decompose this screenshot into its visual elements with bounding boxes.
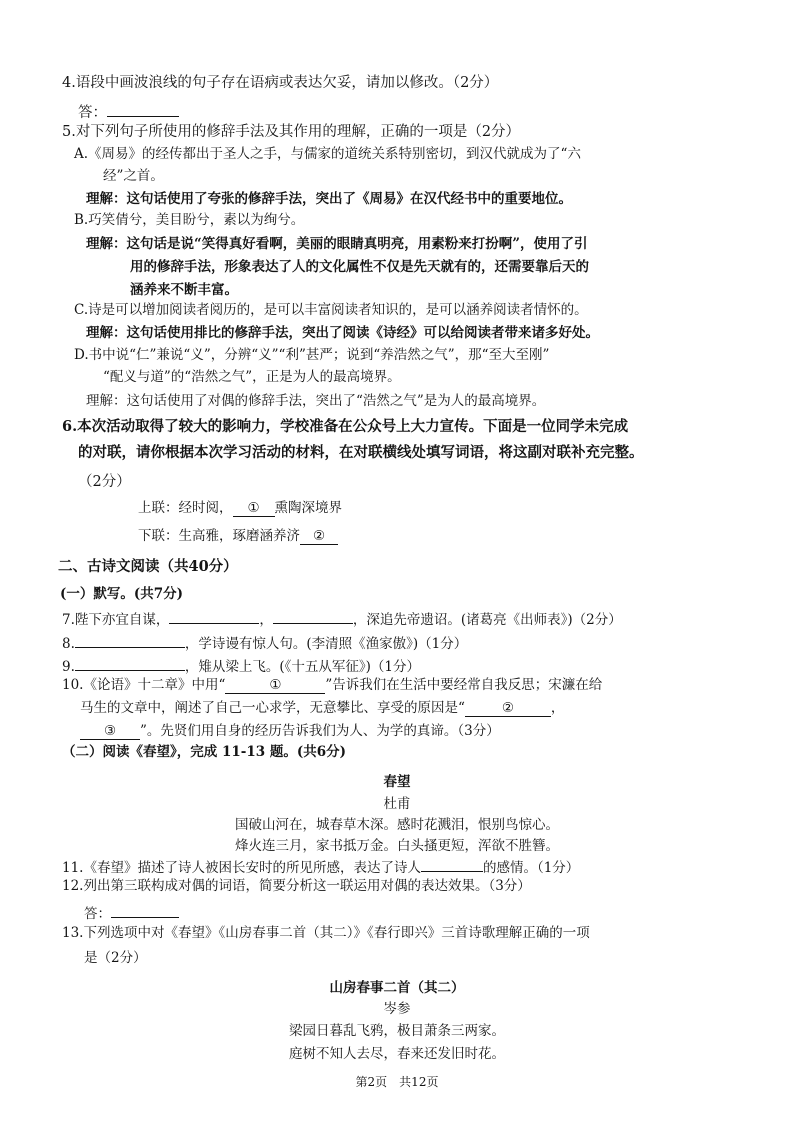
section-2-title: 二、古诗文阅读（共40分）: [58, 558, 238, 575]
q13-stem-2: 是（2分）: [84, 950, 147, 966]
q8-line: [62, 633, 467, 652]
section-2-part-1-title: (一）默写。(共7分): [60, 586, 184, 602]
q5-option-d-line2: “配义与道”的“浩然之气”，正是为人的最高境界。: [103, 369, 401, 385]
q7-line: [62, 609, 622, 628]
q6-stem-1: 6.本次活动取得了较大的影响力，学校准备在公众号上大力宣传。下面是一位同学未完成: [62, 418, 629, 435]
q5-option-c-explanation: 理解：这句话使用排比的修辞手法，突出了阅读《诗经》可以给阅读者带来诸多好处。: [86, 325, 599, 341]
q10-line-1: [62, 679, 602, 694]
poem-1-author: 杜甫: [383, 796, 411, 812]
q12-answer-label: 答：: [84, 906, 111, 922]
q5-option-b-explanation-2: 用的修辞手法，形象表达了人的文化属性不仅是先天就有的，还需要靠后天的: [130, 259, 589, 275]
q5-option-b-explanation-1: 理解：这句话是说“笑得真好看啊，美丽的眼睛真明亮，用素粉来打扮啊”，使用了引: [86, 236, 588, 252]
q12-answer-line: [84, 903, 179, 922]
q10-blank-2[interactable]: ②: [465, 702, 551, 717]
q4-answer-blank[interactable]: [107, 102, 179, 117]
q7-separator: ，: [259, 612, 273, 628]
q10-line1-suffix: ”告诉我们在生活中要经常自我反思；宋濂在给: [325, 677, 603, 693]
poem-2-title: 山房春事二首（其二）: [329, 980, 465, 996]
q10-blank-1[interactable]: ①: [225, 679, 325, 694]
q12-stem: 12.列出第三联构成对偶的词语，简要分析这一联运用对偶的表达效果。（3分）: [62, 878, 531, 894]
page-footer: 第2页 共12页: [355, 1075, 439, 1089]
q9-blank[interactable]: [75, 656, 185, 671]
q4-stem: 4.语段中画波浪线的句子存在语病或表达欠妥，请加以修改。（2分）: [62, 75, 499, 91]
q7-blank-1[interactable]: [169, 609, 259, 624]
q11-line: [62, 857, 579, 876]
q4-answer-label: 答：: [78, 105, 107, 121]
q7-tail: ，深追先帝遗诏。(诸葛亮《出师表》)（2分）: [352, 612, 622, 628]
q5-option-c-line: C.诗是可以增加阅读者阅历的，是可以丰富阅读者知识的，是可以涵养阅读者情怀的。: [74, 302, 588, 318]
q6-lower-blank[interactable]: ②: [300, 530, 338, 545]
q5-option-a-line1: A.《周易》的经传都出于圣人之手，与儒家的道统关系特别密切，到汉代就成为了“六: [74, 146, 581, 162]
q10-blank-3[interactable]: ③: [80, 725, 140, 740]
q8-tail: ，学诗谩有惊人句。(李清照《渔家傲》)（1分）: [184, 636, 468, 652]
poem-1-title: 春望: [383, 774, 411, 790]
q6-stem-2: 的对联，请你根据本次学习活动的材料，在对联横线处填写词语，将这副对联补充完整。: [78, 444, 644, 461]
q5-option-d-line1: D.书中说“仁”兼说“义”，分辨“义”“利”甚严；说到“养浩然之气”，那“至大至刚”: [74, 347, 550, 363]
q11-prefix: 11.《春望》描述了诗人被困长安时的所见所感，表达了诗人: [62, 860, 421, 876]
q6-upper-couplet: [138, 502, 342, 517]
q6-lower-couplet: [138, 530, 338, 545]
q10-line1-prefix: 10.《论语》十二章》中用“: [62, 677, 226, 693]
q8-num: 8.: [62, 636, 75, 652]
q11-suffix: 的感情。（1分）: [482, 860, 580, 876]
q5-option-a-explanation: 理解：这句话使用了夸张的修辞手法，突出了《周易》在汉代经书中的重要地位。: [86, 191, 572, 207]
q5-option-b-explanation-3: 涵养来不断丰富。: [130, 282, 238, 298]
q5-stem: 5.对下列句子所使用的修辞手法及其作用的理解，正确的一项是（2分）: [62, 124, 521, 140]
q10-line-3: [80, 725, 500, 740]
q9-tail: ，雉从梁上飞。(《十五从军征》)（1分）: [184, 659, 421, 675]
poem-2-line-1: 梁园日暮乱飞鸦，极目萧条三两家。: [289, 1023, 505, 1039]
q7-prefix: 7.陛下亦宜自谋，: [62, 612, 170, 628]
poem-2-author: 岑参: [383, 1001, 411, 1017]
q13-stem-1: 13.下列选项中对《春望》《山房春事二首（其二）》《春行即兴》三首诗歌理解正确的一项: [62, 925, 590, 941]
q10-line-2: [80, 702, 564, 717]
poem-1-line-1: 国破山河在，城春草木深。感时花溅泪，恨别鸟惊心。: [235, 817, 559, 833]
q6-score: （2分）: [78, 474, 131, 490]
q5-option-a-line2: 经”之首。: [103, 168, 164, 184]
q10-line2-prefix: 马生的文章中，阐述了自己一心求学，无意攀比、享受的原因是“: [80, 700, 465, 716]
q10-line3-suffix: ”。先贤们用自身的经历告诉我们为人、为学的真谛。（3分）: [140, 723, 500, 739]
q12-answer-blank[interactable]: [111, 903, 179, 918]
q7-blank-2[interactable]: [273, 609, 353, 624]
poem-2-line-2: 庭树不知人去尽，春来还发旧时花。: [289, 1046, 505, 1062]
q6-upper-suffix: 熏陶深境界: [274, 500, 342, 516]
q9-line: [62, 656, 420, 675]
part-2-title: （二）阅读《春望》，完成 11-13 题。(共6分): [62, 744, 346, 760]
poem-1-line-2: 烽火连三月，家书抵万金。白头搔更短，浑欲不胜簪。: [235, 838, 559, 854]
q5-option-d-explanation: 理解：这句话使用了对偶的修辞手法，突出了“浩然之气”是为人的最高境界。: [86, 393, 546, 409]
q8-blank[interactable]: [75, 633, 185, 648]
q4-answer-line: [78, 102, 179, 121]
q11-blank[interactable]: [421, 857, 483, 872]
q6-upper-prefix: 上联：经时阅，: [138, 500, 233, 516]
q6-lower-prefix: 下联：生高雅，琢磨涵养济: [138, 528, 300, 544]
q5-option-b-line: B.巧笑倩兮，美目盼兮，素以为绚兮。: [74, 212, 305, 228]
q6-upper-blank[interactable]: ①: [233, 502, 275, 517]
q10-line2-suffix: ，: [550, 700, 565, 716]
q9-num: 9.: [62, 659, 75, 675]
